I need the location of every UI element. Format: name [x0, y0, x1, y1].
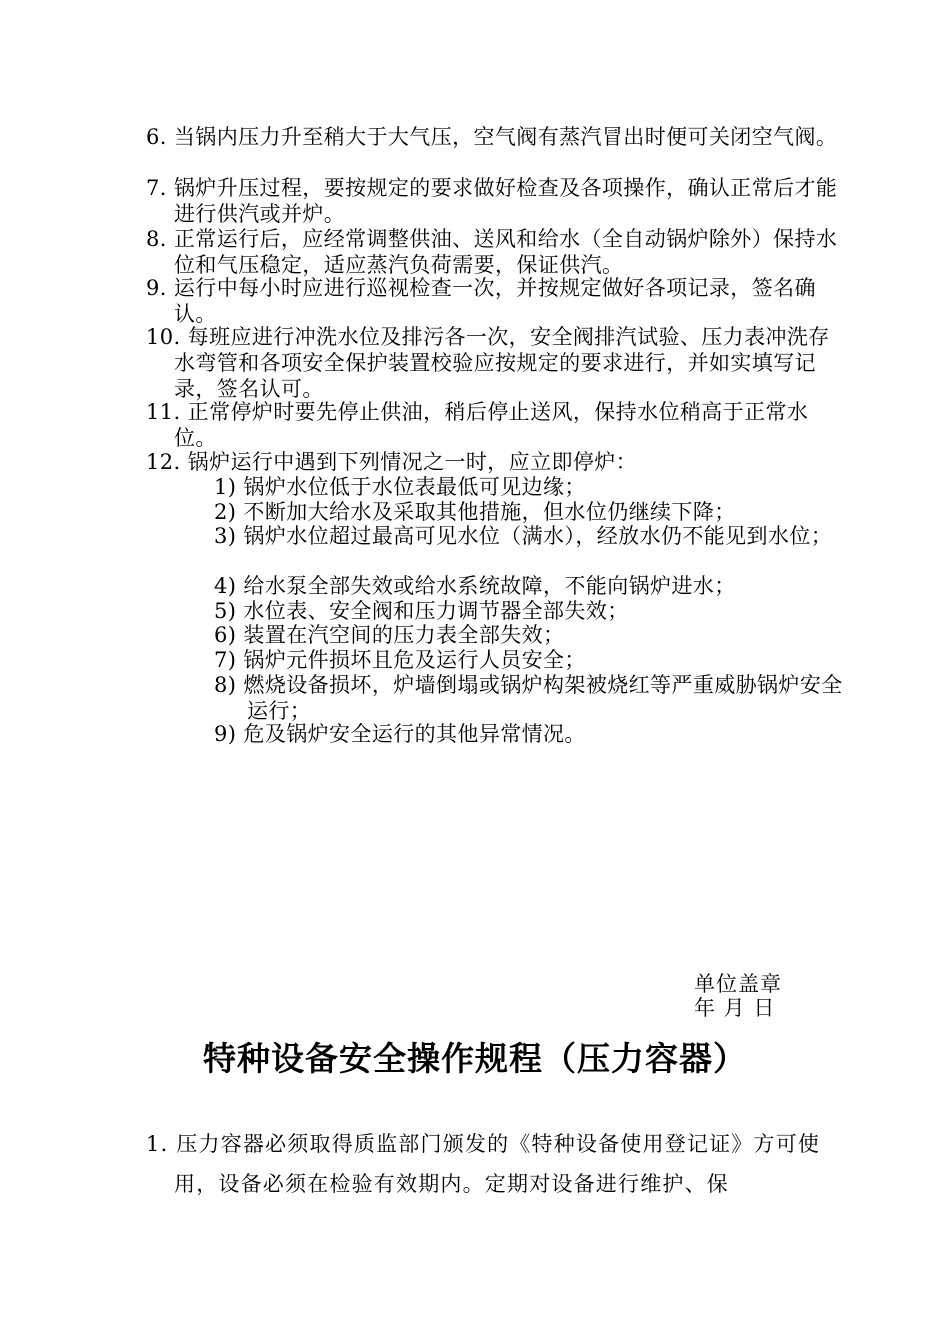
- sub-item-9: 9) 危及锅炉安全运行的其他异常情况。: [214, 722, 586, 746]
- date-label: 年 月 日: [694, 996, 776, 1020]
- sub-item-1: 1) 锅炉水位低于水位表最低可见边缘；: [214, 475, 586, 499]
- sub-item-8: 8) 燃烧设备损坏，炉墙倒塌或锅炉构架被烧红等严重威胁锅炉安全运行；: [214, 673, 843, 723]
- seal-label: 单位盖章: [694, 972, 782, 996]
- list-item-10: 10. 每班应进行冲洗水位及排污各一次，安全阀排汽试验、压力表冲洗存水弯管和各项安全保护装置校验应按规定的要求进行，并如实填写记录，签名认可。: [146, 325, 830, 401]
- list-item-12: 12. 锅炉运行中遇到下列情况之一时，应立即停炉：: [146, 450, 638, 474]
- list-item-7: 7. 锅炉升压过程，要按规定的要求做好检查及各项操作，确认正常后才能进行供汽或并炉。: [146, 176, 838, 226]
- section-title: 特种设备安全操作规程（压力容器）: [203, 1039, 747, 1078]
- list-item-9: 9. 运行中每小时应进行巡视检查一次，并按规定做好各项记录，签名确认。: [146, 276, 816, 326]
- sub-item-2: 2) 不断加大给水及采取其他措施，但水位仍继续下降；: [214, 500, 736, 524]
- pressure-vessel-item-1: 1. 压力容器必须取得质监部门颁发的《特种设备使用登记证》方可使用，设备必须在检验有效期内。定期对设备进行维护、保: [146, 1132, 821, 1196]
- sub-item-4: 4) 给水泵全部失效或给水系统故障，不能向锅炉进水；: [214, 574, 736, 598]
- sub-item-5: 5) 水位表、安全阀和压力调节器全部失效；: [214, 599, 629, 623]
- sub-item-6: 6) 装置在汽空间的压力表全部失效；: [214, 623, 565, 647]
- sub-item-7: 7) 锅炉元件损坏且危及运行人员安全；: [214, 648, 586, 672]
- sub-item-3: 3) 锅炉水位超过最高可见水位（满水），经放水仍不能见到水位；: [214, 524, 833, 548]
- list-item-11: 11. 正常停炉时要先停止供油，稍后停止送风，保持水位稍高于正常水位。: [146, 400, 809, 450]
- list-item-6: 6. 当锅内压力升至稍大于大气压，空气阀有蒸汽冒出时便可关闭空气阀。: [146, 125, 838, 149]
- list-item-8: 8. 正常运行后，应经常调整供油、送风和给水（全自动锅炉除外）保持水位和气压稳定，适应蒸汽负荷需要，保证供汽。: [146, 227, 838, 277]
